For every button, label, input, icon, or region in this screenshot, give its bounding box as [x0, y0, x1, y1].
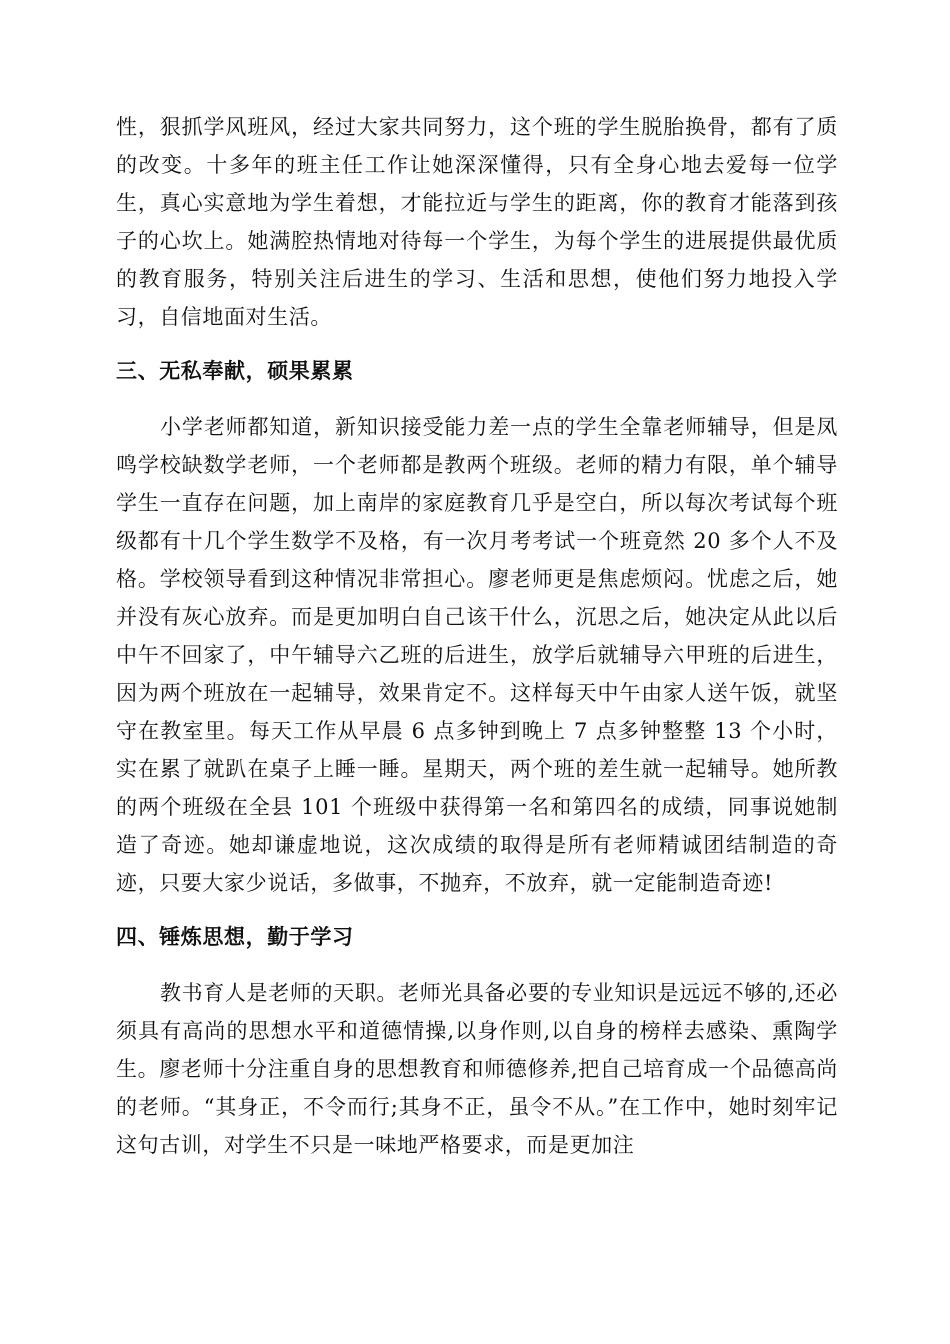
paragraph-section-3: 小学老师都知道，新知识接受能力差一点的学生全靠老师辅导，但是凤鸣学校缺数学老师，一个老师都是教两个班级。老师的精力有限，单个辅导学生一直存在问题，加上南岸的家庭教育几乎是空白，所以每次考试每个班级都有十几个学生数学不及格，有一次月考考试一个班竟然 20 多个人不及格。学校领导看到这种情况非常担心。廖老师更是焦虑烦闷。忧虑之后，她并没有灰心放弃。而是更加明白自己该干什么，沉思之后，她决定从此以后中午不回家了，中午辅导六乙班的后进生，放学后就辅导六甲班的后进生，因为两个班放在一起辅导，效果肯定不。这样每天中午由家人送午饭，就坚守在教室里。每天工作从早晨 6 点多钟到晚上 7 点多钟整整 13 个小时，实在累了就趴在桌子上睡一睡。星期天，两个班的差生就一起辅导。她所教的两个班级在全县 101 个班级中获得第一名和第四名的成绩，同事说她制造了奇迹。她却谦虚地说，这次成绩的取得是所有老师精诚团结制造的奇迹，只要大家少说话，多做事，不抛弃，不放弃，就一定能制造奇迹!: [116, 415, 838, 895]
paragraph-section-4: 教书育人是老师的天职。老师光具备必要的专业知识是远远不够的,还必须具有高尚的思想水平和道德情操,以身作则,以自身的榜样去感染、熏陶学生。廖老师十分注重自身的思想教育和师德修养,把自己培育成一个品德高尚的老师。“其身正，不令而行;其身不正，虽令不从。”在工作中，她时刻牢记这句古训，对学生不只是一味地严格要求，而是更加注: [116, 981, 838, 1157]
document-page: [116, 108, 838, 1164]
section-heading-3: 三、无私奉献，硕果累累: [116, 359, 354, 383]
section-heading-4: 四、锤炼思想，勤于学习: [116, 925, 354, 949]
paragraph-continuation: 性，狠抓学风班风，经过大家共同努力，这个班的学生脱胎换骨，都有了质的改变。十多年的班主任工作让她深深懂得，只有全身心地去爱每一位学生，真心实意地为学生着想，才能拉近与学生的距离，你的教育才能落到孩子的心坎上。她满腔热情地对待每一个学生，为每个学生的进展提供最优质的教育服务，特别关注后进生的学习、生活和思想，使他们努力地投入学习，自信地面对生活。: [116, 115, 838, 329]
